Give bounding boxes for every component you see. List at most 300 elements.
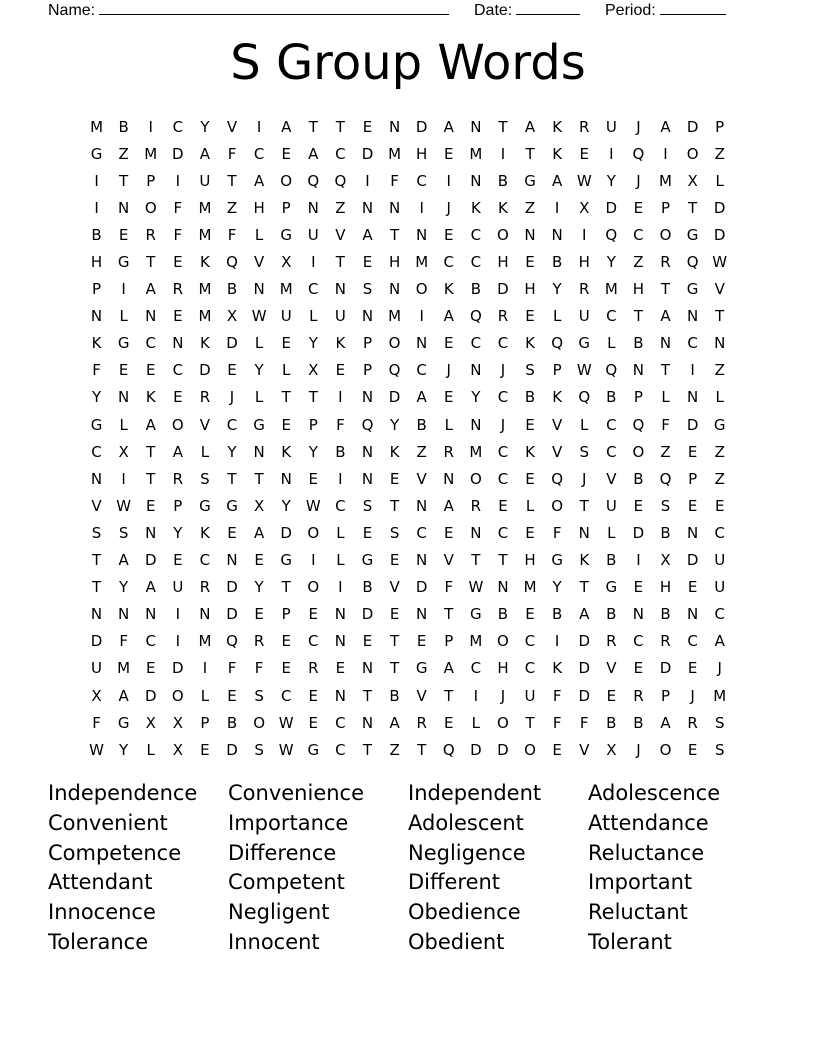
grid-letter: F xyxy=(227,659,237,678)
grid-letter: R xyxy=(308,659,319,678)
grid-letter: H xyxy=(388,253,401,272)
grid-letter: C xyxy=(308,280,319,299)
grid-letter: Y xyxy=(552,578,562,597)
date-field[interactable] xyxy=(474,0,580,20)
grid-letter: M xyxy=(198,307,212,326)
grid-letter: A xyxy=(416,388,427,407)
grid-letter: T xyxy=(91,578,102,597)
grid-letter: N xyxy=(361,388,374,407)
grid-letter: P xyxy=(362,361,372,380)
grid-letter: M xyxy=(198,198,212,217)
grid-letter: H xyxy=(578,253,590,272)
grid-letter: K xyxy=(552,388,563,407)
word-list-item: Importance xyxy=(228,810,349,835)
word-list-item: Different xyxy=(408,870,501,895)
grid-letter: B xyxy=(497,605,509,624)
grid-letter: L xyxy=(336,551,345,570)
grid-letter: I xyxy=(338,578,343,597)
grid-letter: J xyxy=(446,198,451,217)
grid-letter: N xyxy=(361,713,374,732)
grid-letter: A xyxy=(253,523,265,542)
grid-letter: Z xyxy=(335,198,346,217)
grid-letter: Z xyxy=(714,361,725,380)
word-list-item: Convenient xyxy=(48,810,168,835)
grid-letter: Z xyxy=(714,442,725,461)
grid-letter: F xyxy=(173,198,183,217)
grid-letter: K xyxy=(525,334,535,353)
grid-letter: D xyxy=(199,361,211,380)
grid-letter: V xyxy=(91,496,102,515)
grid-letter: U xyxy=(714,578,726,597)
grid-letter: I xyxy=(609,144,614,163)
grid-letter: S xyxy=(91,523,102,542)
grid-letter: Y xyxy=(91,388,102,407)
grid-letter: Z xyxy=(524,198,536,217)
grid-letter: K xyxy=(91,334,102,353)
grid-letter: N xyxy=(253,442,265,461)
grid-letter: B xyxy=(633,713,644,732)
grid-letter: P xyxy=(173,496,183,515)
grid-letter: N xyxy=(388,198,401,217)
grid-letter: W xyxy=(116,496,132,515)
grid-letter: P xyxy=(308,415,318,434)
grid-letter: T xyxy=(227,171,237,190)
grid-letter: C xyxy=(524,659,536,678)
grid-letter: C xyxy=(497,442,509,461)
grid-letter: J xyxy=(500,686,506,705)
word-list-item: Attendant xyxy=(48,870,153,895)
grid-letter: G xyxy=(307,740,320,759)
grid-letter: F xyxy=(336,415,345,434)
grid-letter: O xyxy=(307,578,320,597)
grid-letter: N xyxy=(416,334,428,353)
word-list-item: Competence xyxy=(48,840,182,865)
grid-letter: Q xyxy=(226,632,238,651)
grid-letter: N xyxy=(686,605,699,624)
grid-letter: C xyxy=(335,713,346,732)
grid-letter: B xyxy=(226,280,238,299)
grid-letter: Q xyxy=(605,361,618,380)
grid-letter: C xyxy=(470,253,482,272)
grid-letter: W xyxy=(278,713,294,732)
grid-letter: N xyxy=(118,605,130,624)
grid-letter: E xyxy=(416,632,427,651)
grid-letter: E xyxy=(687,578,698,597)
grid-letter: E xyxy=(281,334,291,353)
grid-letter: D xyxy=(686,415,699,434)
grid-letter: I xyxy=(663,144,668,163)
grid-letter: X xyxy=(172,740,183,759)
grid-letter: L xyxy=(146,740,155,759)
grid-letter: M xyxy=(415,253,429,272)
grid-letter: C xyxy=(91,442,102,461)
grid-letter: K xyxy=(525,442,535,461)
grid-letter: C xyxy=(470,225,482,244)
grid-letter: T xyxy=(362,740,373,759)
grid-letter: I xyxy=(419,198,424,217)
grid-letter: C xyxy=(633,225,644,244)
grid-letter: F xyxy=(92,361,101,380)
grid-letter: M xyxy=(469,632,483,651)
grid-letter: E xyxy=(308,713,319,732)
grid-letter: C xyxy=(335,496,346,515)
grid-letter: Q xyxy=(551,334,564,353)
grid-letter: R xyxy=(443,442,454,461)
grid-letter: O xyxy=(171,415,184,434)
grid-letter: S xyxy=(714,713,725,732)
date-label: Date: xyxy=(474,2,513,19)
grid-letter: N xyxy=(361,659,374,678)
grid-letter: A xyxy=(199,144,211,163)
grid-letter: K xyxy=(470,198,481,217)
grid-letter: U xyxy=(524,686,536,705)
word-list-item: Obedience xyxy=(408,900,521,925)
grid-letter: Z xyxy=(660,442,671,461)
grid-letter: Q xyxy=(469,307,482,326)
grid-letter: B xyxy=(660,523,671,542)
grid-letter: E xyxy=(389,551,400,570)
grid-letter: N xyxy=(253,280,265,299)
grid-letter: E xyxy=(227,686,237,705)
grid-letter: I xyxy=(148,117,153,136)
grid-letter: L xyxy=(715,388,724,407)
grid-letter: A xyxy=(714,632,725,651)
grid-letter: N xyxy=(659,334,672,353)
grid-letter: U xyxy=(280,307,292,326)
grid-letter: D xyxy=(90,632,103,651)
grid-letter: O xyxy=(497,225,509,244)
grid-letter: F xyxy=(173,225,183,244)
grid-letter: C xyxy=(470,334,482,353)
grid-letter: T xyxy=(335,117,345,136)
grid-letter: H xyxy=(253,198,265,217)
grid-letter: I xyxy=(175,605,181,624)
grid-letter: N xyxy=(361,469,374,488)
grid-letter: E xyxy=(444,388,454,407)
grid-letter: X xyxy=(579,198,590,217)
grid-letter: P xyxy=(92,280,102,299)
grid-letter: L xyxy=(254,334,264,353)
grid-letter: K xyxy=(443,280,454,299)
grid-letter: I xyxy=(338,469,343,488)
period-field[interactable] xyxy=(605,0,726,20)
grid-letter: Y xyxy=(308,442,318,461)
grid-letter: E xyxy=(308,686,319,705)
grid-letter: O xyxy=(415,280,428,299)
grid-letter: C xyxy=(145,334,156,353)
grid-letter: E xyxy=(281,415,291,434)
grid-letter: F xyxy=(92,713,101,732)
grid-letter: T xyxy=(146,469,156,488)
name-field[interactable] xyxy=(48,0,449,20)
grid-letter: C xyxy=(280,686,292,705)
grid-letter: P xyxy=(444,632,454,651)
grid-letter: E xyxy=(687,442,698,461)
grid-letter: O xyxy=(307,523,320,542)
grid-letter: M xyxy=(198,280,212,299)
word-list xyxy=(48,779,768,958)
grid-letter: A xyxy=(443,496,454,515)
grid-letter: B xyxy=(226,713,238,732)
grid-letter: Y xyxy=(119,578,129,597)
grid-letter: G xyxy=(117,713,130,732)
grid-letter: E xyxy=(525,307,535,326)
grid-letter: C xyxy=(497,523,509,542)
grid-letter: T xyxy=(525,144,535,163)
grid-letter: T xyxy=(633,307,643,326)
grid-letter: C xyxy=(253,144,265,163)
grid-letter: R xyxy=(606,632,617,651)
word-list-item: Tolerance xyxy=(48,929,149,954)
grid-letter: D xyxy=(605,198,618,217)
grid-letter: C xyxy=(416,171,427,190)
grid-letter: L xyxy=(715,171,724,190)
grid-letter: N xyxy=(145,523,157,542)
grid-letter: R xyxy=(687,713,698,732)
word-list-item: Competent xyxy=(228,870,345,895)
name-label: Name: xyxy=(48,2,96,19)
grid-letter: V xyxy=(253,253,265,272)
grid-letter: N xyxy=(470,361,482,380)
grid-letter: V xyxy=(443,551,454,570)
word-list-item: Reluctance xyxy=(588,840,705,865)
grid-letter: A xyxy=(524,117,536,136)
grid-letter: N xyxy=(334,632,346,651)
grid-letter: T xyxy=(146,253,156,272)
grid-letter: G xyxy=(713,415,726,434)
grid-letter: D xyxy=(226,605,238,624)
word-list-item: Independence xyxy=(48,781,198,805)
grid-letter: C xyxy=(172,361,184,380)
grid-letter: E xyxy=(525,253,535,272)
grid-letter: N xyxy=(714,334,726,353)
grid-letter: M xyxy=(713,686,727,705)
grid-letter: L xyxy=(254,388,264,407)
grid-letter: Z xyxy=(714,469,725,488)
grid-letter: K xyxy=(200,523,210,542)
grid-letter: O xyxy=(497,713,509,732)
grid-letter: T xyxy=(688,198,698,217)
grid-letter: W xyxy=(278,740,294,759)
grid-letter: C xyxy=(497,469,509,488)
grid-letter: E xyxy=(254,605,264,624)
grid-letter: G xyxy=(226,496,238,515)
grid-letter: A xyxy=(362,225,373,244)
grid-letter: M xyxy=(469,442,483,461)
grid-letter: W xyxy=(468,578,484,597)
grid-letter: R xyxy=(470,496,482,515)
grid-letter: D xyxy=(361,144,374,163)
grid-letter: X xyxy=(660,551,671,570)
grid-letter: I xyxy=(365,171,370,190)
grid-letter: U xyxy=(199,171,211,190)
grid-letter: Y xyxy=(389,415,400,434)
grid-letter: N xyxy=(118,198,130,217)
grid-letter: T xyxy=(119,171,129,190)
grid-letter: T xyxy=(471,551,481,570)
grid-letter: B xyxy=(524,388,536,407)
grid-letter: O xyxy=(469,469,482,488)
grid-letter: R xyxy=(253,632,265,651)
grid-letter: F xyxy=(552,713,562,732)
grid-letter: F xyxy=(444,578,454,597)
grid-letter: Q xyxy=(442,740,455,759)
grid-letter: T xyxy=(254,469,264,488)
grid-letter: G xyxy=(199,496,211,515)
grid-letter: C xyxy=(226,415,238,434)
word-list-item: Innocent xyxy=(228,929,320,954)
grid-letter: N xyxy=(416,551,428,570)
grid-letter: S xyxy=(362,496,373,515)
grid-letter: N xyxy=(388,117,401,136)
period-blank[interactable] xyxy=(660,0,726,15)
grid-letter: D xyxy=(172,659,184,678)
grid-letter: K xyxy=(335,334,346,353)
grid-letter: Y xyxy=(200,117,210,136)
grid-letter: A xyxy=(308,144,319,163)
grid-letter: A xyxy=(579,605,590,624)
grid-letter: U xyxy=(714,551,726,570)
grid-letter: N xyxy=(334,686,346,705)
grid-letter: N xyxy=(307,198,319,217)
grid-letter: K xyxy=(389,442,400,461)
grid-letter: Y xyxy=(281,496,291,515)
grid-letter: B xyxy=(606,605,617,624)
grid-letter: T xyxy=(715,307,725,326)
grid-letter: E xyxy=(281,659,291,678)
grid-letter: E xyxy=(444,144,454,163)
grid-letter: D xyxy=(713,198,726,217)
grid-letter: W xyxy=(251,307,267,326)
grid-letter: I xyxy=(311,253,316,272)
grid-letter: T xyxy=(579,578,589,597)
grid-letter: X xyxy=(172,713,183,732)
grid-letter: I xyxy=(446,171,451,190)
grid-letter: M xyxy=(198,225,212,244)
grid-letter: A xyxy=(145,280,156,299)
grid-letter: I xyxy=(582,225,587,244)
grid-letter: X xyxy=(226,307,238,326)
grid-letter: P xyxy=(660,686,671,705)
grid-letter: Z xyxy=(226,198,238,217)
grid-letter: T xyxy=(660,280,671,299)
grid-letter: C xyxy=(470,659,482,678)
grid-letter: O xyxy=(659,740,672,759)
grid-letter: E xyxy=(552,740,562,759)
grid-letter: E xyxy=(633,578,644,597)
grid-letter: K xyxy=(552,144,563,163)
grid-letter: M xyxy=(388,144,402,163)
name-blank[interactable] xyxy=(99,0,449,15)
grid-letter: D xyxy=(497,740,509,759)
grid-letter: Q xyxy=(307,171,320,190)
grid-letter: A xyxy=(552,171,563,190)
grid-letter: R xyxy=(172,469,184,488)
grid-letter: S xyxy=(579,442,589,461)
grid-letter: T xyxy=(281,578,291,597)
grid-letter: U xyxy=(334,307,346,326)
grid-letter: E xyxy=(633,496,644,515)
grid-letter: A xyxy=(118,551,129,570)
grid-letter: R xyxy=(172,280,184,299)
grid-letter: B xyxy=(497,171,509,190)
grid-letter: L xyxy=(525,496,535,515)
grid-letter: O xyxy=(280,171,293,190)
grid-letter: K xyxy=(552,659,563,678)
grid-letter: P xyxy=(633,388,643,407)
grid-letter: M xyxy=(198,632,212,651)
grid-letter: H xyxy=(632,280,645,299)
grid-letter: T xyxy=(308,388,318,407)
grid-letter: I xyxy=(256,117,262,136)
grid-letter: H xyxy=(416,144,428,163)
grid-letter: S xyxy=(200,469,210,488)
grid-letter: E xyxy=(389,605,400,624)
grid-letter: W xyxy=(712,253,728,272)
grid-letter: G xyxy=(90,144,103,163)
date-blank[interactable] xyxy=(516,0,580,15)
grid-letter: C xyxy=(335,144,346,163)
grid-letter: L xyxy=(444,415,453,434)
grid-letter: Y xyxy=(471,388,481,407)
grid-letter: X xyxy=(606,740,617,759)
grid-letter: C xyxy=(524,632,536,651)
grid-letter: O xyxy=(659,225,672,244)
grid-letter: D xyxy=(713,225,726,244)
grid-letter: G xyxy=(117,334,130,353)
grid-letter: J xyxy=(582,469,587,488)
grid-letter: N xyxy=(470,523,482,542)
grid-letter: N xyxy=(416,496,428,515)
grid-letter: N xyxy=(90,307,103,326)
grid-letter: D xyxy=(226,740,238,759)
grid-letter: Q xyxy=(632,415,645,434)
grid-letter: Z xyxy=(633,253,644,272)
grid-letter: X xyxy=(308,361,319,380)
grid-letter: K xyxy=(579,551,590,570)
grid-letter: Y xyxy=(606,171,616,190)
grid-letter: E xyxy=(308,469,319,488)
grid-letter: M xyxy=(144,144,158,163)
grid-letter: N xyxy=(470,415,482,434)
grid-letter: I xyxy=(202,659,208,678)
grid-letter: F xyxy=(119,632,128,651)
grid-letter: I xyxy=(94,171,99,190)
grid-letter: A xyxy=(145,578,156,597)
grid-letter: X xyxy=(281,253,292,272)
grid-letter: E xyxy=(444,225,454,244)
grid-letter: E xyxy=(362,523,373,542)
grid-letter: P xyxy=(660,198,671,217)
grid-letter: T xyxy=(389,632,400,651)
grid-letter: F xyxy=(227,225,237,244)
grid-letter: B xyxy=(118,117,129,136)
grid-letter: L xyxy=(580,415,589,434)
grid-letter: K xyxy=(498,198,508,217)
grid-letter: N xyxy=(361,442,374,461)
grid-letter: R xyxy=(660,632,671,651)
grid-letter: F xyxy=(579,713,589,732)
grid-letter: D xyxy=(172,144,184,163)
grid-letter: H xyxy=(497,659,509,678)
grid-letter: G xyxy=(686,280,699,299)
grid-letter: D xyxy=(578,659,591,678)
worksheet-header xyxy=(48,0,748,18)
grid-letter: E xyxy=(714,496,725,515)
grid-letter: Q xyxy=(226,253,238,272)
grid-letter: N xyxy=(416,225,428,244)
grid-letter: E xyxy=(389,469,400,488)
